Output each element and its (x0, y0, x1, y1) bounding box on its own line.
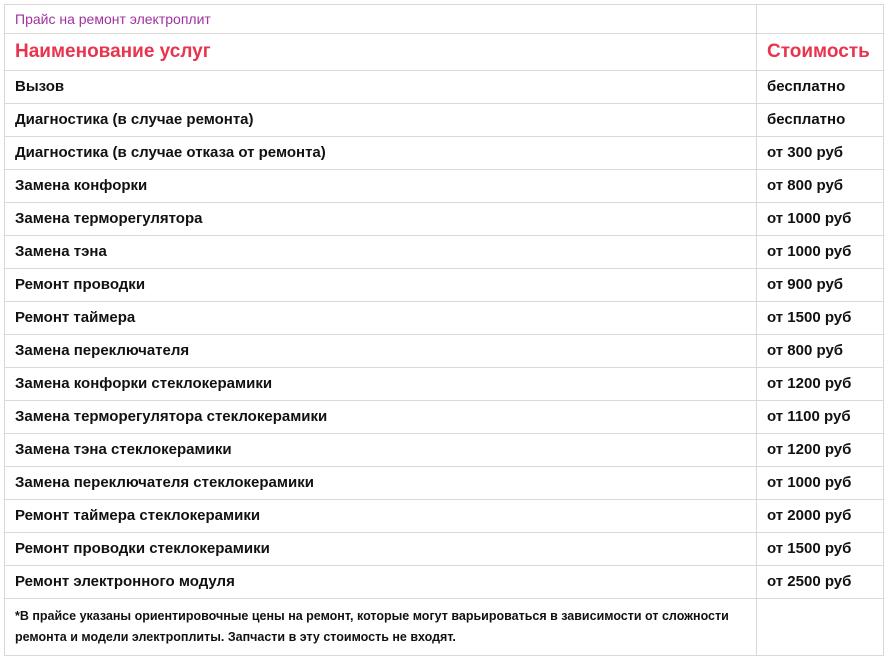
table-row (5, 335, 884, 368)
cell-service-name: Замена тэна стеклокерамики (5, 434, 757, 467)
table-row (5, 401, 884, 434)
cell-service-price: от 1000 руб (757, 467, 884, 500)
cell-service-name: Ремонт проводки (5, 269, 757, 302)
cell-service-name: Замена конфорки стеклокерамики (5, 368, 757, 401)
cell-service-name: Замена терморегулятора стеклокерамики (5, 401, 757, 434)
cell-service-price: от 1100 руб (757, 401, 884, 434)
table-row (5, 533, 884, 566)
table-header-row (5, 34, 884, 71)
cell-service-name: Ремонт таймера стеклокерамики (5, 500, 757, 533)
price-list-caption: Прайс на ремонт электроплит (15, 11, 211, 27)
table-row (5, 500, 884, 533)
cell-service-name: Вызов (5, 71, 757, 104)
cell-service-price: от 800 руб (757, 335, 884, 368)
cell-service-price: от 900 руб (757, 269, 884, 302)
cell-service-name: Замена терморегулятора (5, 203, 757, 236)
table-row (5, 566, 884, 599)
cell-service-price: от 1000 руб (757, 203, 884, 236)
table-row (5, 137, 884, 170)
cell-service-name: Ремонт электронного модуля (5, 566, 757, 599)
cell-service-name: Ремонт таймера (5, 302, 757, 335)
table-caption-row (5, 5, 884, 34)
table-row (5, 203, 884, 236)
cell-service-price: от 1500 руб (757, 302, 884, 335)
cell-service-price: от 1200 руб (757, 434, 884, 467)
cell-service-price: от 2000 руб (757, 500, 884, 533)
caption-cell (5, 5, 757, 34)
cell-service-name: Замена конфорки (5, 170, 757, 203)
cell-service-price: от 300 руб (757, 137, 884, 170)
price-footnote: *В прайсе указаны ориентировочные цены на ремонт, которые могут варьироваться в зависимости от сложности ремонта и модели электроплиты. Запчасти в эту стоимость не входят. (15, 609, 729, 644)
cell-service-name: Замена переключателя стеклокерамики (5, 467, 757, 500)
table-row (5, 104, 884, 137)
table-row (5, 269, 884, 302)
cell-service-name: Замена переключателя (5, 335, 757, 368)
price-table-body (5, 5, 884, 656)
table-footnote-row (5, 599, 884, 656)
cell-service-price: бесплатно (757, 71, 884, 104)
cell-service-price: бесплатно (757, 104, 884, 137)
cell-service-price: от 1200 руб (757, 368, 884, 401)
cell-service-price: от 1500 руб (757, 533, 884, 566)
table-row (5, 467, 884, 500)
price-table (4, 4, 884, 656)
table-row (5, 170, 884, 203)
table-row (5, 368, 884, 401)
column-header-service: Наименование услуг (15, 41, 211, 62)
table-row (5, 71, 884, 104)
header-cell-price (757, 34, 884, 71)
cell-service-price: от 800 руб (757, 170, 884, 203)
table-row (5, 434, 884, 467)
table-row (5, 302, 884, 335)
footnote-cell-empty (757, 599, 884, 656)
cell-service-name: Диагностика (в случае отказа от ремонта) (5, 137, 757, 170)
cell-service-price: от 1000 руб (757, 236, 884, 269)
table-row (5, 236, 884, 269)
cell-service-name: Диагностика (в случае ремонта) (5, 104, 757, 137)
footnote-cell (5, 599, 757, 656)
cell-service-name: Ремонт проводки стеклокерамики (5, 533, 757, 566)
column-header-price: Стоимость (767, 41, 870, 62)
cell-service-price: от 2500 руб (757, 566, 884, 599)
header-cell-name (5, 34, 757, 71)
cell-service-name: Замена тэна (5, 236, 757, 269)
caption-cell-empty (757, 5, 884, 34)
